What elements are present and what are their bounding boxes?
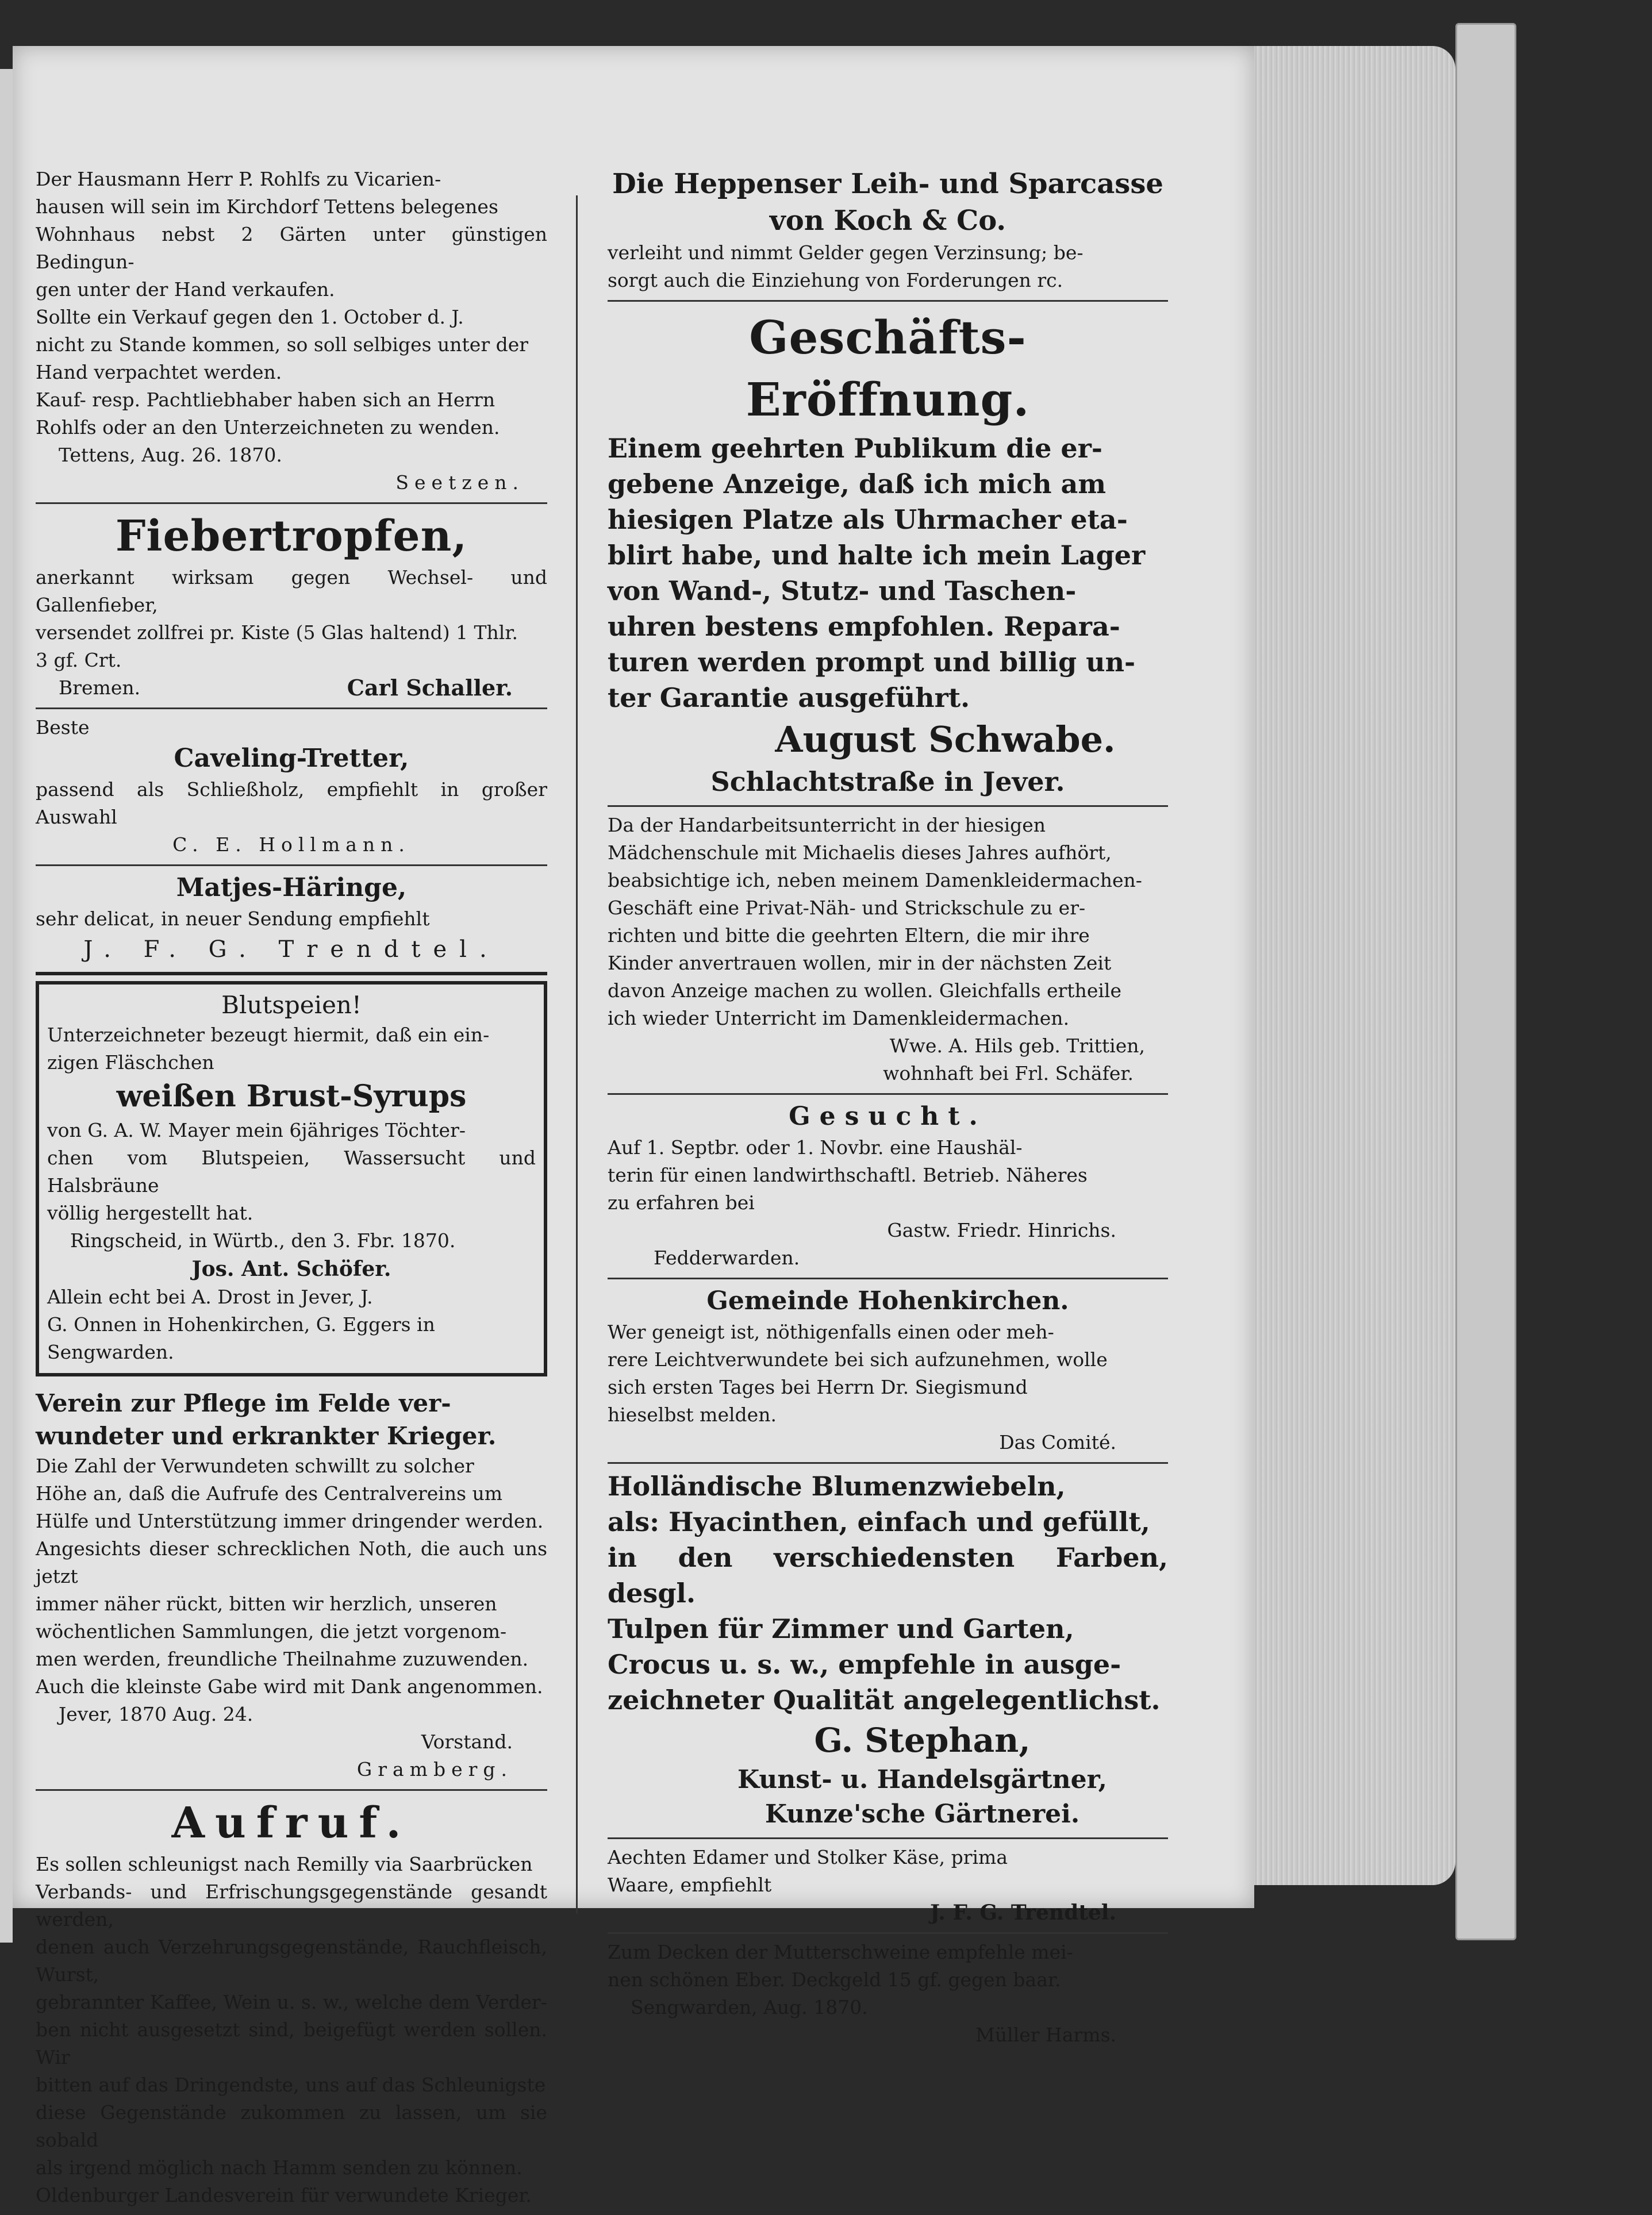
ad-title: Die Heppenser Leih- und Sparcasse bbox=[612, 168, 1163, 200]
text-line: uhren bestens empfohlen. Repara- bbox=[608, 611, 1120, 642]
text-line: Holländische Blumenzwiebeln, bbox=[608, 1471, 1066, 1502]
place: Fedderwarden. bbox=[654, 1247, 800, 1269]
advertiser-subtitle: Kunst- u. Handelsgärtner, bbox=[737, 1765, 1107, 1794]
text-line: men werden, freundliche Theilnahme zuzuwenden. bbox=[36, 1648, 529, 1670]
signature: J. F. G. Trendtel. bbox=[83, 936, 500, 963]
signature: Müller Harms. bbox=[975, 2024, 1116, 2046]
signature: Wwe. A. Hils geb. Trittien, bbox=[889, 1035, 1145, 1057]
text-line: rere Leichtverwundete bei sich aufzunehmen, wolle bbox=[608, 1348, 1108, 1371]
text-line: immer näher rückt, bitten wir herzlich, unseren bbox=[36, 1593, 497, 1615]
signature: Das Comité. bbox=[999, 1431, 1116, 1453]
ad-geschaefts-eroeffnung bbox=[608, 302, 1168, 807]
text-line: völlig hergestellt hat. bbox=[47, 1202, 253, 1224]
ad-title: Fiebertropfen, bbox=[115, 512, 468, 561]
newspaper-page bbox=[13, 46, 1254, 2206]
text-line: Geschäft eine Privat-Näh- und Strickschule zu er- bbox=[608, 897, 1086, 919]
ad-title: Caveling-Tretter, bbox=[174, 744, 409, 773]
text-line: Waare, empfiehlt bbox=[608, 1874, 772, 1896]
text-line: Verbands- und Erfrischungsgegenstände gesandt werden, bbox=[36, 1881, 547, 1931]
text-line: Allein echt bei A. Drost in Jever, J. bbox=[47, 1286, 373, 1308]
text-line: Angesichts dieser schrecklichen Noth, die auch uns jetzt bbox=[36, 1537, 547, 1587]
ad-title: Gemeinde Hohenkirchen. bbox=[706, 1286, 1069, 1316]
ad-rohlfs bbox=[36, 161, 547, 504]
ad-caveling bbox=[36, 709, 547, 866]
text-line: Sollte ein Verkauf gegen den 1. October d. J. bbox=[36, 306, 464, 328]
ad-kaese bbox=[608, 1839, 1168, 1934]
text-line: in den verschiedensten Farben, desgl. bbox=[608, 1542, 1168, 1609]
place-date: Jever, 1870 Aug. 24. bbox=[59, 1703, 253, 1725]
text-line: sich ersten Tages bei Herrn Dr. Siegismund bbox=[608, 1376, 1028, 1398]
ad-sparcasse bbox=[608, 161, 1168, 302]
text-line: denen auch Verzehrungsgegenstände, Rauchfleisch, Wurst, bbox=[36, 1936, 547, 1986]
ad-blumenzwiebeln bbox=[608, 1464, 1168, 1839]
ad-title: Gesucht. bbox=[789, 1102, 987, 1131]
text-line: gen unter der Hand verkaufen. bbox=[36, 278, 335, 301]
text-line: terin für einen landwirthschaftl. Betrieb. Näheres bbox=[608, 1164, 1088, 1186]
ad-title: Verein zur Pflege im Felde ver- bbox=[36, 1389, 451, 1417]
right-column bbox=[608, 161, 1168, 2055]
text-line: Wer geneigt ist, nöthigenfalls einen oder meh- bbox=[608, 1321, 1054, 1343]
text-line: Auf 1. Septbr. oder 1. Novbr. eine Haushäl- bbox=[608, 1136, 1023, 1159]
text-line: Tulpen für Zimmer und Garten, bbox=[608, 1613, 1074, 1644]
signature: Gramberg. bbox=[356, 1758, 513, 1781]
ad-verein bbox=[36, 1382, 547, 1791]
signature: Seetzen. bbox=[395, 471, 524, 494]
ad-title: Matjes-Häringe, bbox=[176, 873, 407, 902]
ad-aufruf bbox=[36, 1791, 547, 2215]
text-line: hiesigen Platze als Uhrmacher eta- bbox=[608, 504, 1128, 535]
text-line: Auch die kleinste Gabe wird mit Dank angenommen. bbox=[36, 1675, 543, 1698]
ad-gemeinde-hohenkirchen bbox=[608, 1279, 1168, 1464]
text-line: sehr delicat, in neuer Sendung empfiehlt bbox=[36, 907, 430, 930]
left-page-edge bbox=[0, 69, 13, 1943]
text-line: verleiht und nimmt Gelder gegen Verzinsung; be- bbox=[608, 241, 1084, 264]
text-line: anerkannt wirksam gegen Wechsel- und Gallenfieber, bbox=[36, 566, 547, 616]
page-stack bbox=[1254, 46, 1455, 1885]
ad-title: Aufruf. bbox=[171, 1798, 412, 1848]
text-line: hieselbst melden. bbox=[608, 1403, 777, 1426]
text-line: richten und bitte die geehrten Eltern, die mir ihre bbox=[608, 924, 1090, 947]
text-line: Aechten Edamer und Stolker Käse, prima bbox=[608, 1846, 1008, 1868]
text-line: zigen Fläschchen bbox=[47, 1051, 214, 1074]
text-line: Der Hausmann Herr P. Rohlfs zu Vicarien- bbox=[36, 168, 441, 190]
column-rule bbox=[576, 195, 578, 1914]
text-line: Wohnhaus nebst 2 Gärten unter günstigen Bedingun- bbox=[36, 223, 547, 273]
text-line: Da der Handarbeitsunterricht in der hiesigen bbox=[608, 814, 1046, 836]
ad-gesucht bbox=[608, 1095, 1168, 1279]
book-cover bbox=[1455, 23, 1516, 1940]
place-date: Tettens, Aug. 26. 1870. bbox=[59, 444, 282, 466]
text-line: Höhe an, daß die Aufrufe des Centralvereins um bbox=[36, 1482, 503, 1505]
text-line: Rohlfs oder an den Unterzeichneten zu wenden. bbox=[36, 416, 500, 439]
signature: Jos. Ant. Schöfer. bbox=[191, 1257, 391, 1281]
text-line: versendet zollfrei pr. Kiste (5 Glas haltend) 1 Thlr. bbox=[36, 621, 518, 644]
text-line: gebrannter Kaffee, Wein u. s. w., welche dem Verder- bbox=[36, 1991, 547, 2013]
product-name: weißen Brust-Syrups bbox=[116, 1079, 467, 1114]
ad-title: Blutspeien! bbox=[221, 991, 362, 1019]
text-line: ben nicht ausgesetzt sind, beigefügt werden sollen. Wir bbox=[36, 2018, 547, 2068]
text-line: Kinder anvertrauen wollen, mir in der nächsten Zeit bbox=[608, 952, 1112, 974]
place-date: Sengwarden, Aug. 1870. bbox=[631, 1996, 868, 2018]
place: Bremen. bbox=[59, 676, 141, 699]
text-line: bitten auf das Dringendste, uns auf das Schleunigste bbox=[36, 2074, 546, 2096]
text-line: passend als Schließholz, empfiehlt in großer Auswahl bbox=[36, 778, 547, 828]
advertiser-name: August Schwabe. bbox=[775, 718, 1116, 760]
text-line: Hand verpachtet werden. bbox=[36, 361, 282, 383]
text-line: als irgend möglich nach Hamm senden zu können. bbox=[36, 2156, 523, 2179]
text-line: Die Zahl der Verwundeten schwillt zu solcher bbox=[36, 1455, 474, 1477]
text-line: Crocus u. s. w., empfehle in ausge- bbox=[608, 1649, 1121, 1680]
signature-row bbox=[36, 674, 547, 702]
ad-title: wundeter und erkrankter Krieger. bbox=[36, 1422, 497, 1450]
ad-blutspeien bbox=[36, 981, 547, 1376]
ad-matjes bbox=[36, 866, 547, 975]
advertiser-name: G. Stephan, bbox=[814, 1721, 1031, 1760]
text-line: chen vom Blutspeien, Wassersucht und Halsbräune bbox=[47, 1147, 536, 1197]
ad-hils bbox=[608, 807, 1168, 1095]
signature: wohnhaft bei Frl. Schäfer. bbox=[883, 1062, 1134, 1085]
text-line: als: Hyacinthen, einfach und gefüllt, bbox=[608, 1506, 1150, 1537]
advertiser-subtitle: Kunze'sche Gärtnerei. bbox=[764, 1799, 1080, 1829]
signature: Vorstand. bbox=[421, 1731, 513, 1753]
text-line: davon Anzeige machen zu wollen. Gleichfalls ertheile bbox=[608, 979, 1121, 1002]
text-line: Mädchenschule mit Michaelis dieses Jahres aufhört, bbox=[608, 841, 1112, 864]
ad-fiebertropfen bbox=[36, 504, 547, 709]
text-line: sorgt auch die Einziehung von Forderungen rc. bbox=[608, 269, 1063, 291]
text-line: gebene Anzeige, daß ich mich am bbox=[608, 468, 1107, 499]
text-line: ich wieder Unterricht im Damenkleidermachen. bbox=[608, 1007, 1070, 1029]
text-line: diese Gegenstände zukommen zu lassen, um sie sobald bbox=[36, 2101, 547, 2151]
text-line: beabsichtige ich, neben meinem Damenkleidermachen- bbox=[608, 869, 1142, 891]
address: Schlachtstraße in Jever. bbox=[710, 766, 1065, 797]
left-column bbox=[36, 161, 547, 2215]
text-line: wöchentlichen Sammlungen, die jetzt vorgenom- bbox=[36, 1620, 507, 1643]
text-line: zeichneter Qualität angelegentlichst. bbox=[608, 1685, 1161, 1716]
signature: C. E. Hollmann. bbox=[172, 833, 410, 856]
signature: Oldenburger Landesverein für verwundete Krieger. bbox=[36, 2184, 532, 2206]
signature: J. F. G. Trendtel. bbox=[930, 1901, 1116, 1925]
text-line: 3 gf. Crt. bbox=[36, 649, 122, 671]
ad-eber bbox=[608, 1934, 1168, 2055]
ad-subtitle: von Koch & Co. bbox=[769, 205, 1006, 237]
signature: Gastw. Friedr. Hinrichs. bbox=[887, 1219, 1116, 1241]
text-line: Es sollen schleunigst nach Remilly via Saarbrücken bbox=[36, 1853, 533, 1875]
text-line: turen werden prompt und billig un- bbox=[608, 647, 1136, 678]
signature: Carl Schaller. bbox=[347, 675, 513, 701]
text-line: zu erfahren bei bbox=[608, 1191, 755, 1214]
text-line: Kauf- resp. Pachtliebhaber haben sich an Herrn bbox=[36, 389, 495, 411]
text-line: nen schönen Eber. Deckgeld 15 gf. gegen baar. bbox=[608, 1968, 1061, 1991]
text-line: Zum Decken der Mutterschweine empfehle mei- bbox=[608, 1941, 1073, 1963]
text-line: Sengwarden. bbox=[47, 1341, 174, 1363]
text-line: von Wand-, Stutz- und Taschen- bbox=[608, 575, 1077, 606]
text-line: G. Onnen in Hohenkirchen, G. Eggers in bbox=[47, 1313, 435, 1336]
text-line: Hülfe und Unterstützung immer dringender werden. bbox=[36, 1510, 544, 1532]
text-line: Einem geehrten Publikum die er- bbox=[608, 433, 1102, 464]
text-line: ter Garantie ausgeführt. bbox=[608, 682, 970, 713]
text-line: von G. A. W. Mayer mein 6jähriges Töchter- bbox=[47, 1119, 466, 1141]
text-line: Beste bbox=[36, 716, 90, 739]
text-line: hausen will sein im Kirchdorf Tettens belegenes bbox=[36, 195, 498, 218]
text-line: blirt habe, und halte ich mein Lager bbox=[608, 540, 1146, 571]
text-line: Unterzeichneter bezeugt hiermit, daß ein ein- bbox=[47, 1024, 490, 1046]
ad-title: Geschäfts-Eröffnung. bbox=[746, 310, 1030, 426]
text-line: nicht zu Stande kommen, so soll selbiges unter der bbox=[36, 333, 529, 356]
place-date: Ringscheid, in Würtb., den 3. Fbr. 1870. bbox=[70, 1229, 456, 1252]
